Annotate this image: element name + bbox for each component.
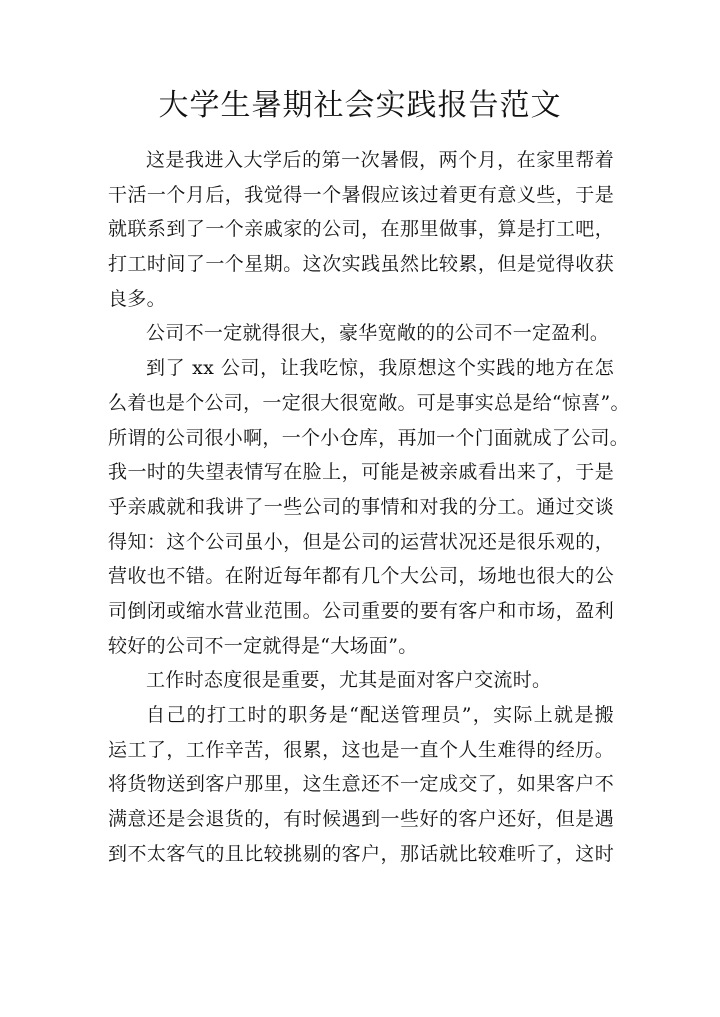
paragraph-line: 这是我进入大学后的第一次暑假，两个月，在家里帮着 xyxy=(146,149,614,171)
document-body xyxy=(108,143,630,871)
paragraph-line: 满意还是会退货的，有时候遇到一些好的客户还好，但是遇 xyxy=(108,808,614,831)
paragraph-line: 将货物送到客户那里，这生意还不一定成交了，如果客户不 xyxy=(108,773,614,796)
paragraph xyxy=(108,316,614,351)
paragraph xyxy=(108,143,614,316)
paragraph xyxy=(108,351,630,663)
paragraph-line: 较好的公司不一定就得是“大场面”。 xyxy=(108,634,418,657)
paragraph-line: 自己的打工时的职务是“配送管理员”，实际上就是搬 xyxy=(146,704,614,726)
paragraph xyxy=(108,663,614,698)
paragraph-line: 工作时态度很是重要，尤其是面对客户交流时。 xyxy=(146,669,552,692)
paragraph-line: 得知：这个公司虽小，但是公司的运营状况还是很乐观的， xyxy=(108,530,614,553)
paragraph-line: 我一时的失望表情写在脸上，可能是被亲戚看出来了，于是 xyxy=(108,461,614,484)
paragraph-line: 就联系到了一个亲戚家的公司，在那里做事，算是打工吧， xyxy=(108,218,614,241)
paragraph-line: 司倒闭或缩水营业范围。公司重要的要有客户和市场，盈利 xyxy=(108,599,614,622)
paragraph-line: 乎亲戚就和我讲了一些公司的事情和对我的分工。通过交谈 xyxy=(108,495,614,518)
paragraph-line: 公司不一定就得很大，豪华宽敞的的公司不一定盈利。 xyxy=(146,322,610,345)
paragraph-line: 到不太客气的且比较挑剔的客户，那话就比较难听了，这时 xyxy=(108,842,614,865)
paragraph-line: 营收也不错。在附近每年都有几个大公司，场地也很大的公 xyxy=(108,565,614,588)
paragraph-line: 打工时间了一个星期。这次实践虽然比较累，但是觉得收获 xyxy=(108,253,614,276)
document-title: 大学生暑期社会实践报告范文 xyxy=(158,88,562,123)
paragraph-line: 所谓的公司很小啊，一个小仓库，再加一个门面就成了公司。 xyxy=(108,426,630,449)
paragraph-line: 良多。 xyxy=(108,287,166,310)
paragraph-line: 干活一个月后，我觉得一个暑假应该过着更有意义些，于是 xyxy=(108,183,614,206)
paragraph-line: 运工了，工作辛苦，很累，这也是一直个人生难得的经历。 xyxy=(108,738,614,761)
paragraph-line: 到了 xx 公司，让我吃惊，我原想这个实践的地方在怎 xyxy=(146,357,614,380)
paragraph-line: 么着也是个公司，一定很大很宽敞。可是事实总是给“惊喜”。 xyxy=(108,391,630,414)
paragraph xyxy=(108,698,614,871)
